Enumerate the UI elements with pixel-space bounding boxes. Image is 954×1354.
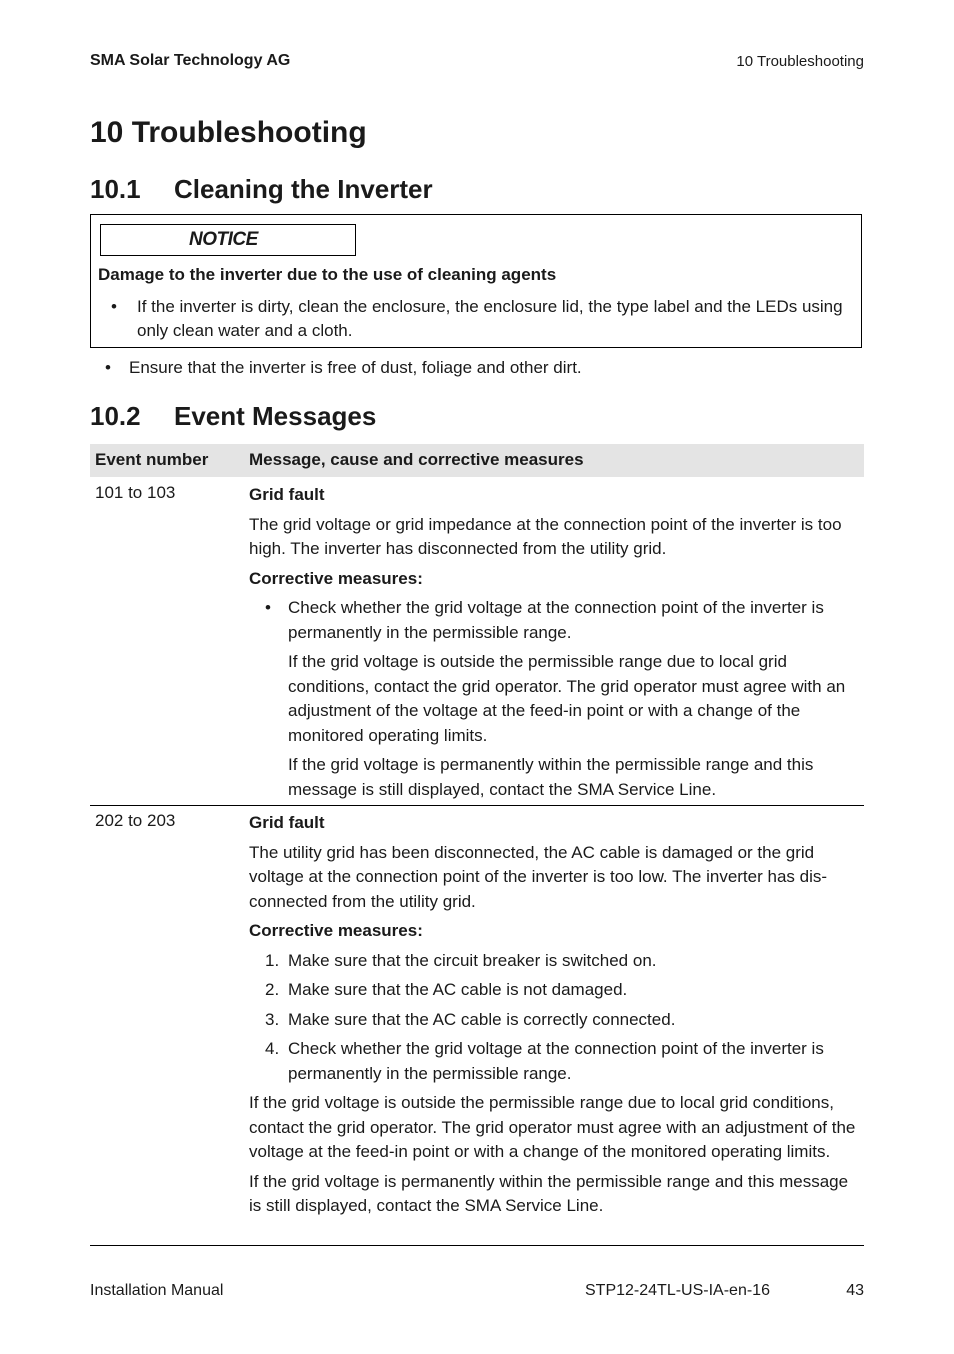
cleaning-bullet-text: Ensure that the inverter is free of dust, foliage and other dirt.: [129, 358, 582, 377]
page-number: 43: [846, 1282, 864, 1299]
measure-step: [249, 1008, 861, 1033]
bullet-icon: •: [265, 598, 271, 617]
step-text: Make sure that the circuit breaker is switched on.: [288, 950, 657, 970]
step-text: Check whether the grid voltage at the connection point of the inverter is permanently in the permissible range.: [288, 1039, 824, 1083]
notice-box: [90, 214, 862, 348]
section-title: Cleaning the Inverter: [174, 174, 433, 204]
footer-doc-id: STP12-24TL-US-IA-en-16: [585, 1282, 770, 1299]
step-number: 1.: [265, 950, 280, 970]
event-title: Grid fault: [249, 813, 325, 832]
measure-step: [249, 978, 861, 1003]
step-number: 3.: [265, 1009, 280, 1029]
measure-sub-text: If the grid voltage is outside the permissible range due to local grid conditions, contact the grid operator. The grid operator must agree with an adjustment of the voltage at the feed-in point or with a change of the monitored operating limits.: [288, 652, 846, 745]
event-number: 101 to 103: [95, 483, 176, 502]
section-title: Event Messages: [174, 401, 377, 431]
measures-label: Corrective measures:: [249, 921, 423, 940]
section-heading-events: [90, 401, 376, 432]
measure-sub-text: If the grid voltage is permanently within the permissible range and this message is still displayed, contact the SMA Service Line.: [288, 755, 814, 799]
notice-label: NOTICE: [100, 224, 356, 256]
step-number: 4.: [265, 1039, 280, 1058]
measure-text: Check whether the grid voltage at the connection point of the inverter is permanently in the permissible range.: [288, 598, 824, 642]
after-text: If the grid voltage is outside the permissible range due to local grid conditions, contact the grid operator. The grid operator must agree with an adjustment of the voltage at the feed-in point or with a change of the monitored operating limits.: [249, 1093, 856, 1161]
column-header-event-number: Event number: [95, 450, 209, 469]
event-number: 202 to 203: [95, 811, 176, 830]
step-number: 2.: [265, 980, 280, 999]
column-header-message: Message, cause and corrective measures: [249, 450, 584, 469]
measures-label: Corrective measures:: [249, 568, 423, 588]
section-number: 10.1: [90, 174, 141, 204]
table-bottom-rule: [90, 1245, 864, 1246]
event-title: Grid fault: [249, 485, 325, 504]
after-text: If the grid voltage is permanently within the permissible range and this message is still displayed, contact the SMA Service Line.: [249, 1171, 849, 1215]
event-details: [249, 483, 861, 807]
step-text: Make sure that the AC cable is correctly connected.: [288, 1009, 676, 1029]
bullet-icon: •: [105, 358, 111, 377]
bullet-icon: •: [111, 297, 117, 316]
cleaning-bullet: [105, 358, 582, 378]
notice-title: Damage to the inverter due to the use of cleaning agents: [98, 265, 557, 284]
measure-bullet: [249, 596, 861, 645]
header-company: SMA Solar Technology AG: [90, 52, 291, 69]
measure-step: [249, 949, 861, 974]
notice-bullet: [111, 295, 857, 343]
table-header: [90, 444, 864, 477]
measure-step: [249, 1037, 861, 1086]
event-cause: The utility grid has been disconnected, the AC cable is damaged or the grid voltage at the connection point of the inverter is too low. The inverter has dis-connected from the utility grid.: [249, 842, 828, 911]
row-divider: [90, 805, 864, 806]
notice-bullet-text: If the inverter is dirty, clean the enclosure, the enclosure lid, the type label and the LEDs using only clean water and a cloth.: [137, 297, 843, 340]
section-number: 10.2: [90, 401, 141, 431]
footer-manual: Installation Manual: [90, 1282, 224, 1299]
step-text: Make sure that the AC cable is not damaged.: [288, 980, 628, 999]
event-details: [249, 811, 861, 1224]
header-chapter: 10 Troubleshooting: [736, 53, 864, 70]
chapter-title: 10 Troubleshooting: [90, 116, 367, 149]
section-heading-cleaning: [90, 174, 433, 205]
event-cause: The grid voltage or grid impedance at the connection point of the inverter is too high. The inverter has disconnected from the utility grid.: [249, 514, 842, 558]
